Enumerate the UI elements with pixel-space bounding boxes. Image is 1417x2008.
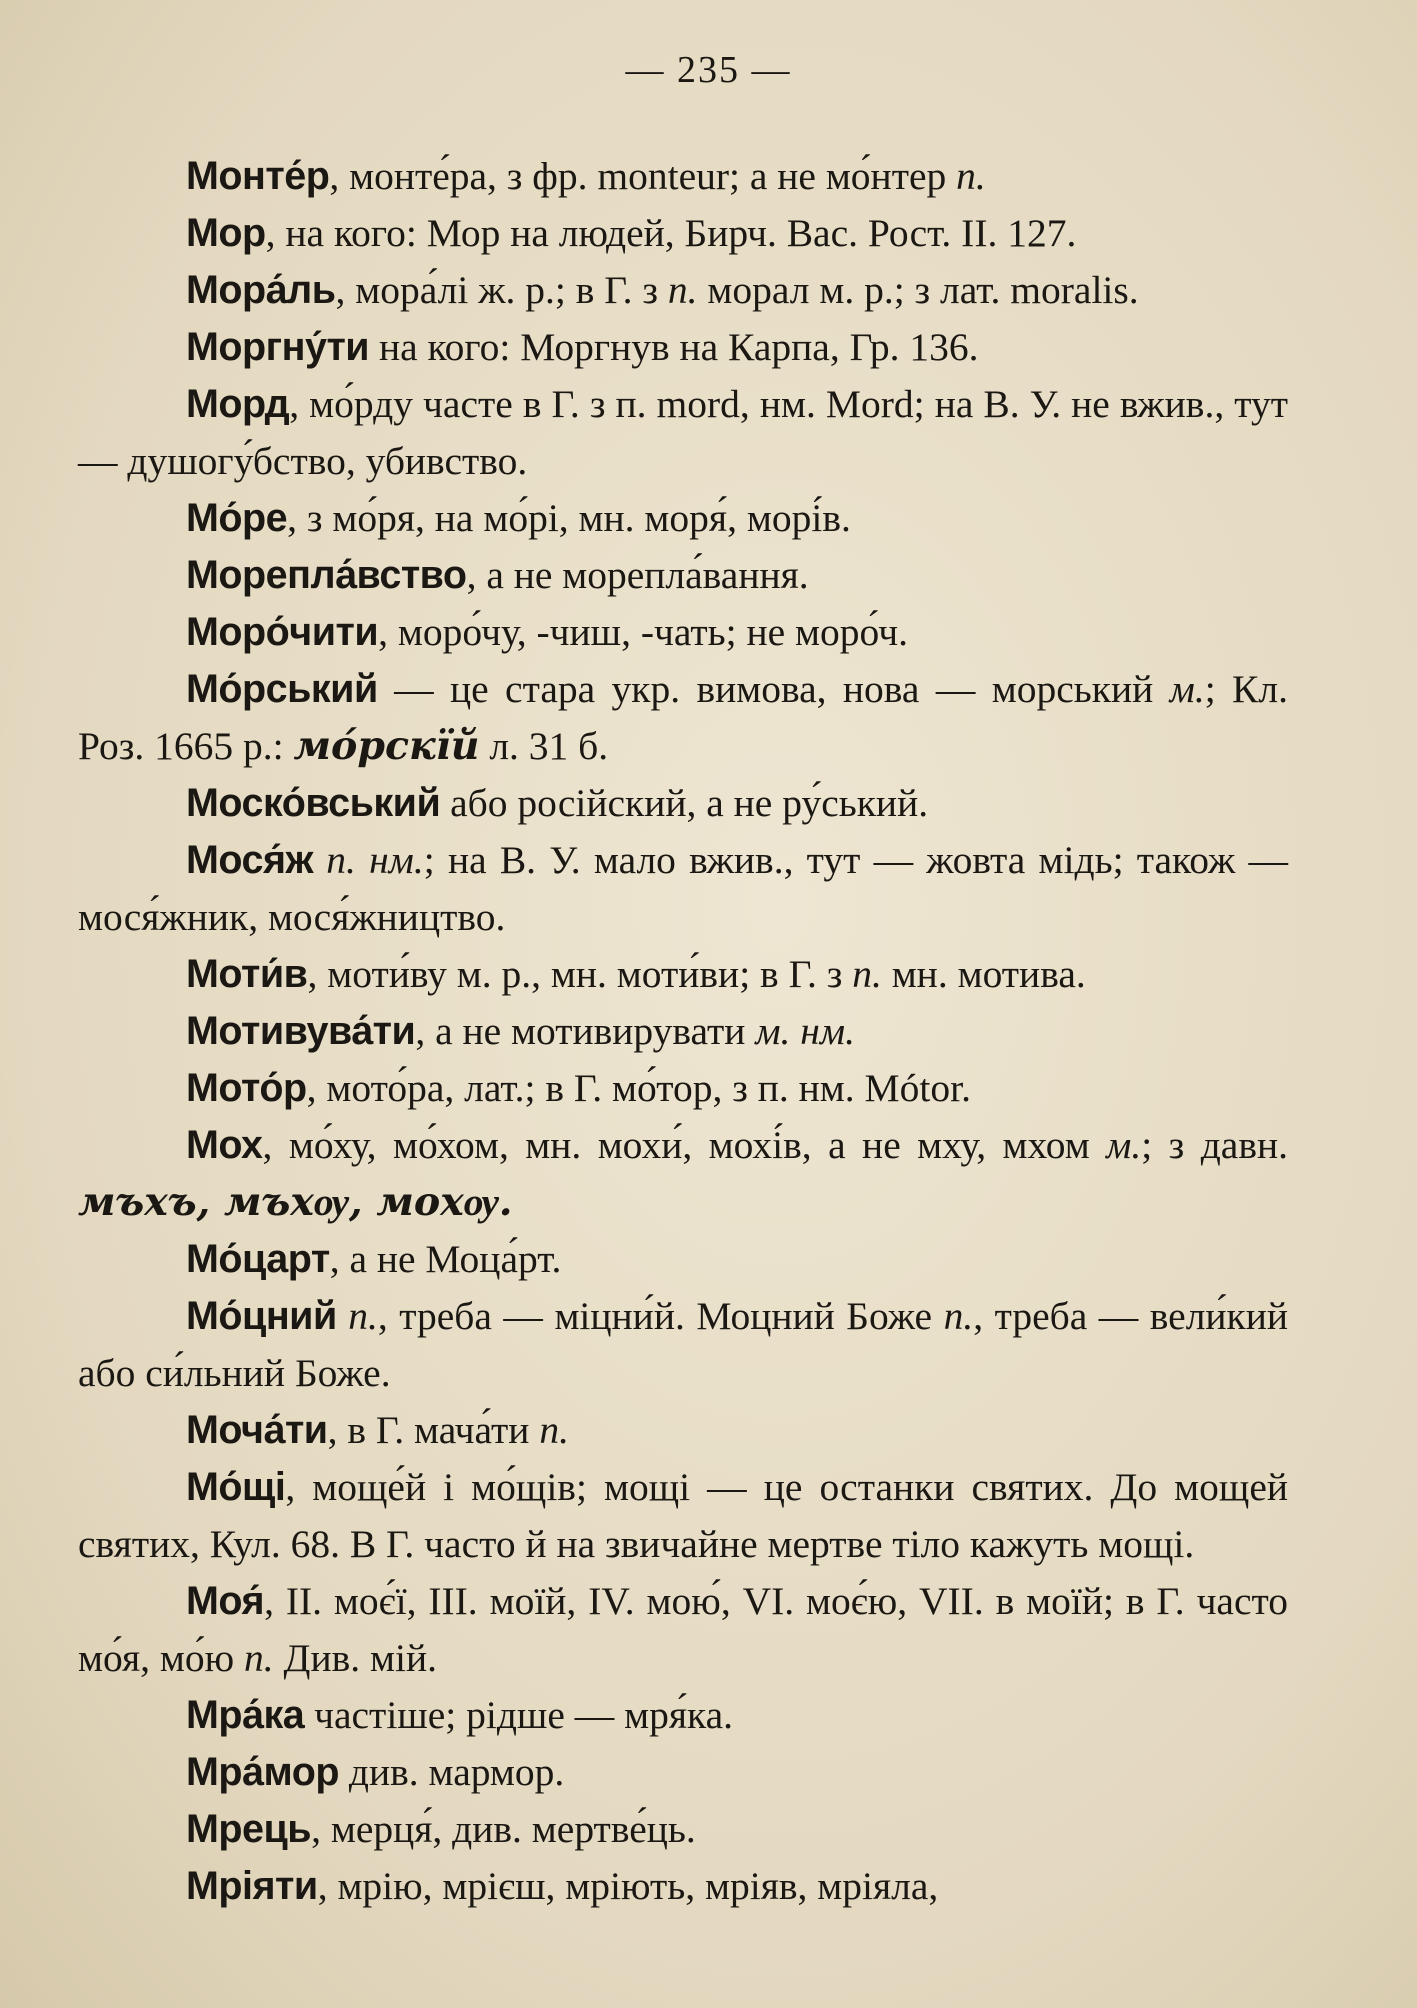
headword: Мо́щі [186,1465,286,1509]
entry: Моя́, II. моє́ї, III. моїй, IV. мою́, VI. моє́ю, VII. в моїй; в Г. часто мо́я, мо́ю п. Див. мій. [78,1579,1288,1680]
entry: Мо́ре, з мо́ря, на мо́рі, мн. моря́, морі́в. [186,496,851,540]
entry: Моча́ти, в Г. мача́ти п. [186,1408,569,1452]
entry: Мото́р, мото́ра, лат.; в Г. мо́тор, з п. нм. Mótor. [186,1066,971,1110]
headword: Моргну́ти [186,325,370,369]
page-number: — 235 — [625,49,792,91]
headword: Мра́мор [186,1750,339,1794]
entry: Мра́ка частіше; рідше — мря́ка. [186,1693,734,1737]
headword: Мо́царт [186,1237,330,1281]
headword: Мора́ль [186,268,336,312]
entry: Мора́ль, мора́лі ж. р.; в Г. з п. морал м. р.; з лат. moralis. [186,268,1139,312]
entry: Монте́р, монте́ра, з фр. monteur; а не мо́нтер п. [186,154,986,198]
headword: Мра́ка [186,1693,305,1737]
entry: Моти́в, моти́ву м. р., мн. моти́ви; в Г. з п. мн. мотива. [186,952,1086,996]
headword: Моро́чити [186,610,379,654]
entry: Морепла́вство, а не морепла́вання. [186,553,809,597]
headword: Мо́рський [186,667,378,711]
entry: Мося́ж п. нм.; на В. У. мало вжив., тут — жовта мідь; також — мося́жник, мося́жництво. [78,838,1288,939]
entry: Мріяти, мрію, мрієш, мріють, мріяв, мріяла, [186,1864,939,1908]
headword: Мо́цний [186,1294,337,1338]
headword: Моти́в [186,952,308,996]
entry: Моско́вський або російский, а не ру́ський. [186,781,929,825]
entry: Мо́царт, а не Моца́рт. [186,1237,562,1281]
headword: Морд [186,382,290,426]
entry: Моргну́ти на кого: Моргнув на Карпа, Гр. 136. [186,325,979,369]
headword: Мріяти [186,1864,318,1908]
headword: Мо́ре [186,496,288,540]
headword: Моча́ти [186,1408,328,1452]
entry: Морд, мо́рду часте в Г. з п. mord, нм. Mord; на В. У. не вжив., тут — душогу́бство, убивство. [78,382,1288,483]
headword: Мрець [186,1807,312,1851]
entry: Мо́рський — це стара укр. вимова, нова — морський м.; Кл. Роз. 1665 р.: мо́рскїй л. 31 б. [78,667,1288,769]
entry: Моро́чити, моро́чу, -чиш, -чать; не моро́ч. [186,610,909,654]
entry: Мо́цний п., треба — міцни́й. Моцний Боже п., треба — вели́кий або си́льний Боже. [78,1294,1289,1395]
entry: Мох, мо́ху, мо́хом, мн. мохи́, мохі́в, а не мху, мхом м.; з давн. мъхъ, мъхѹ, мохѹ. [78,1123,1288,1225]
entry: Мрець, мерця́, див. мертве́ць. [186,1807,696,1851]
headword: Моско́вський [186,781,441,825]
entry: Мра́мор див. мармор. [186,1750,565,1794]
headword: Морепла́вство [186,553,467,597]
headword: Мотивува́ти [186,1009,416,1053]
headword: Мото́р [186,1066,307,1110]
headword: Мох [186,1123,263,1167]
headword: Монте́р [186,154,330,198]
headword: Мося́ж [186,838,314,882]
dictionary-entries [78,148,1288,1915]
headword: Моя́ [186,1579,265,1623]
entry: Мотивува́ти, а не мотивирувати м. нм. [186,1009,855,1053]
entry: Мор, на кого: Мор на людей, Бирч. Вас. Рост. II. 127. [186,211,1077,255]
entry: Мо́щі, моще́й і мо́щів; мощі — це останки святих. До мощей святих, Кул. 68. В Г. часто й на звичайне мертве тіло кажуть мощі. [78,1465,1288,1566]
headword: Мор [186,211,266,255]
